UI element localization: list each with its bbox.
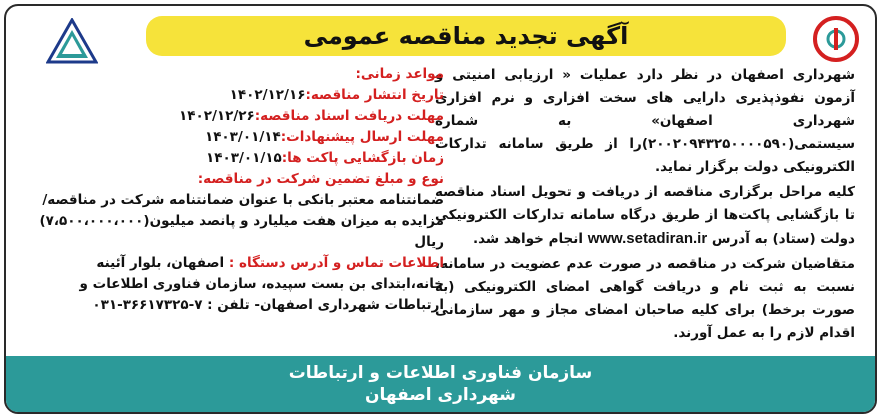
- docs-deadline-row: [24, 106, 444, 127]
- opening-date-label: زمان بازگشایی پاکت ها:: [281, 150, 444, 166]
- deadlines-heading: مواعد زمانی:: [355, 66, 444, 82]
- publish-date-row: [24, 85, 444, 106]
- opening-date-value: ۱۴۰۳/۰۱/۱۵: [205, 150, 282, 166]
- procedure-paragraph: [435, 181, 855, 251]
- footer-banner: [6, 356, 875, 412]
- footer-org-name: سازمان فناوری اطلاعات و ارتباطات: [288, 363, 593, 383]
- docs-deadline-value: ۱۴۰۲/۱۲/۲۶: [179, 108, 255, 124]
- opening-date-row: [24, 148, 444, 169]
- page-title: آگهی تجدید مناقصه عمومی: [303, 22, 629, 50]
- contact-label: اطلاعات تماس و آدرس دستگاه :: [228, 255, 444, 271]
- intro-paragraph: شهرداری اصفهان در نظر دارد عملیات « ارزیابی امنیتی و آزمون نفوذپذیری دارایی های سخت افزاری و نرم افزاری شهرداری اصفهان» به شماره سیستمی(۲۰۰۲۰۹۴۳۲۵۰۰۰۰۵۹۰)را از طریق سامانه تدارکات الکترونیکی دولت برگزار نماید.: [435, 67, 855, 175]
- mountain-triangle-logo-icon: [46, 18, 98, 64]
- main-text-column: [435, 64, 855, 347]
- registration-paragraph: متقاضیان شرکت در مناقصه در صورت عدم عضویت در سامانه، نسبت به ثبت نام و دریافت گواهی امضای الکترونیکی (به صورت برخط) برای کلیه صاحبان امضای مجاز و مهر سازمانی اقدام لازم را به عمل آورند.: [435, 256, 855, 341]
- offers-deadline-value: ۱۴۰۳/۰۱/۱۴: [204, 129, 281, 145]
- contact-text: اصفهان، بلوار آئینه خانه،ابتدای بن بست سپیده، سازمان فناوری اطلاعات و ارتباطات شهرداری اصفهان- تلفن : ۷-۳۶۶۱۷۳۲۵-۰۳۱: [79, 255, 444, 313]
- footer-municipality: شهرداری اصفهان: [365, 385, 516, 405]
- title-banner: [146, 16, 786, 56]
- procedure-end: انجام خواهد شد.: [473, 231, 583, 247]
- contact-block: [24, 253, 444, 316]
- procedure-text: کلیه مراحل برگزاری مناقصه از دریافت و تحویل اسناد مناقصه تا بازگشایی پاکت‌ها از طریق درگاه سامانه تدارکات الکترونیکی دولت (ستاد) به آدرس: [435, 184, 855, 247]
- guarantee-text: ضمانتنامه معتبر بانکی با عنوان ضمانتنامه شرکت در مناقصه/مزایده به میزان هفت میلیارد و پانصد میلیون(۷،۵۰۰،۰۰۰،۰۰۰) ریال: [39, 192, 444, 250]
- advertisement-frame: [4, 4, 877, 414]
- details-column: [24, 64, 444, 316]
- guarantee-heading: نوع و مبلغ تضمین شرکت در مناقصه:: [197, 171, 444, 187]
- setad-website-link[interactable]: www.setadiran.ir: [587, 230, 708, 247]
- publish-date-value: ۱۴۰۲/۱۲/۱۶: [229, 87, 306, 103]
- offers-deadline-label: مهلت ارسال پیشنهادات:: [280, 129, 444, 145]
- org-logo-icon: [813, 16, 859, 62]
- docs-deadline-label: مهلت دریافت اسناد مناقصه:: [254, 108, 444, 124]
- offers-deadline-row: [24, 127, 444, 148]
- publish-date-label: تاریخ انتشار مناقصه:: [305, 87, 444, 103]
